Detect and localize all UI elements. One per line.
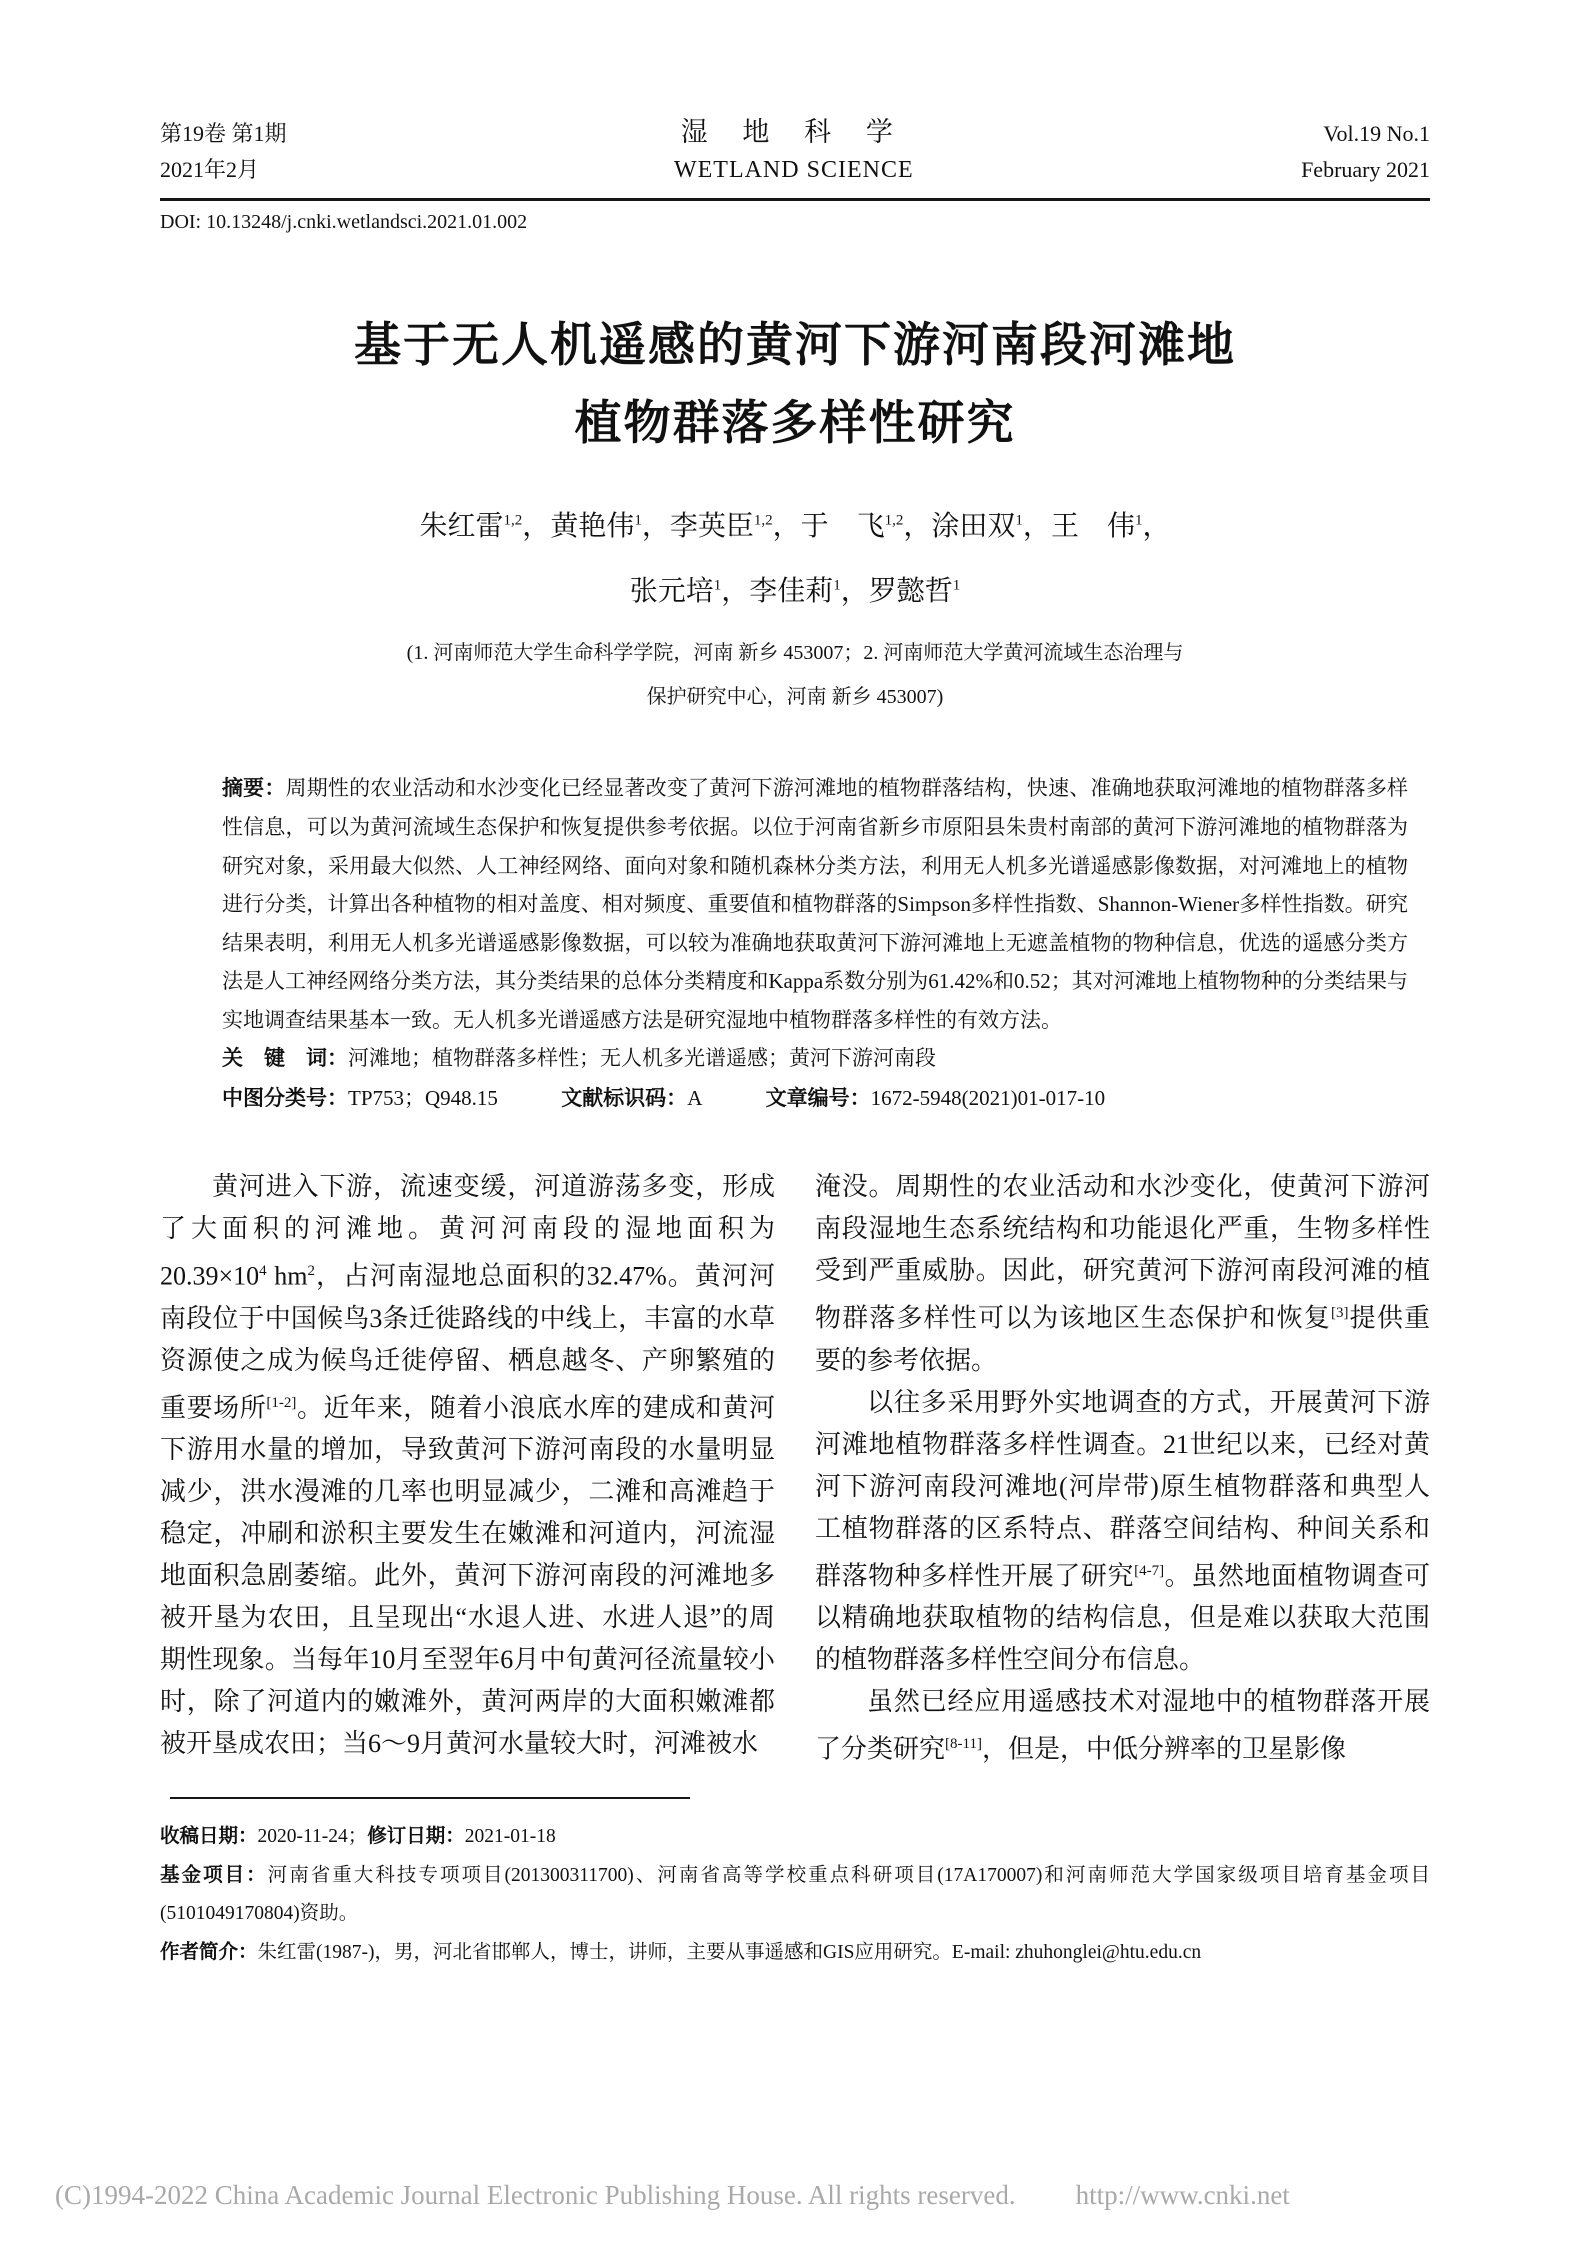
body-column-right — [815, 1166, 1430, 1771]
header-center — [674, 112, 914, 188]
article-id-value: 1672-5948(2021)01-017-10 — [870, 1085, 1106, 1110]
footnotes-block — [160, 1817, 1430, 1972]
author-name: 李英臣$^{1,2}$， — [669, 511, 801, 543]
author-name: 张元培$^1$， — [629, 575, 750, 607]
author-affil-sup: 1 — [833, 577, 841, 594]
author-affil-sup: 1,2 — [884, 513, 904, 529]
cnki-url: http://www.cnki.net — [1075, 2180, 1290, 2210]
author-affil-sup: 1 — [634, 513, 642, 529]
body-columns — [160, 1166, 1430, 1771]
clc-value: TP753；Q948.15 — [348, 1085, 498, 1110]
journal-volume-issue-cn: 第19卷 第1期 — [160, 121, 287, 146]
authors-line-1 — [160, 492, 1430, 556]
doi-line: DOI: 10.13248/j.cnki.wetlandsci.2021.01.002 — [160, 211, 528, 233]
header-left — [160, 116, 287, 188]
authors-line-2 — [160, 556, 1430, 620]
footnote-funding: 基金项目：河南省重大科技专项项目(201300311700)、河南省高等学校重点科研项目(17A170007)和河南师范大学国家级项目培育基金项目(5101049170804)资助。 — [160, 1864, 1430, 1925]
article-id-group — [766, 1086, 1105, 1110]
footnote-divider — [170, 1797, 690, 1799]
author-affil-sup: 1 — [952, 577, 961, 594]
article-title-line1: 基于无人机遥感的黄河下游河南段河滩地 — [354, 318, 1236, 371]
author-affil-sup: 1 — [1134, 513, 1143, 529]
header-right — [1301, 116, 1430, 188]
journal-header — [160, 112, 1430, 188]
keywords-text: 河滩地；植物群落多样性；无人机多光谱遥感；黄河下游河南段 — [348, 1046, 936, 1071]
doc-code-group — [561, 1086, 702, 1110]
author-affil-sup: 1 — [713, 577, 722, 594]
author-name: 于 飞$^{1,2}$， — [800, 511, 932, 543]
journal-volume-issue-en: Vol.19 No.1 — [1323, 121, 1430, 146]
article-title-line2: 植物群落多样性研究 — [574, 396, 1016, 449]
abstract-label: 摘要： — [222, 776, 286, 800]
author-name: 朱红雷$^{1,2}$， — [419, 511, 551, 543]
copyright-text: (C)1994-2022 China Academic Journal Electronic Publishing House. All rights reserved. — [55, 2180, 1016, 2210]
author-name: 黄艳伟$^1$， — [550, 511, 670, 543]
journal-title-cn: 湿 地 科 学 — [680, 117, 907, 147]
keywords-line — [222, 1039, 1408, 1079]
affiliation-block — [160, 631, 1430, 719]
copyright-bar — [55, 2180, 1290, 2211]
body-column-left — [160, 1166, 775, 1771]
clc-label: 中图分类号： — [222, 1086, 348, 1110]
journal-date-cn: 2021年2月 — [160, 157, 260, 182]
meta-line — [222, 1079, 1408, 1119]
author-affil-sup: 1,2 — [753, 513, 773, 529]
journal-title-en: WETLAND SCIENCE — [673, 157, 914, 183]
author-name: 罗懿哲$^1$ — [868, 575, 961, 607]
author-name: 涂田双$^1$， — [931, 511, 1051, 543]
footnote-author-bio: 作者简介：朱红雷(1987-)，男，河北省邯郸人，博士，讲师，主要从事遥感和GIS应用研究。E-mail: zhuhonglei@htu.edu.cn — [160, 1941, 1202, 1964]
abstract-paragraph — [222, 769, 1408, 1040]
footnote-received: 收稿日期：2020-11-24；修订日期：2021-01-18 — [160, 1825, 556, 1848]
article-title — [160, 306, 1430, 462]
paragraph: 黄河进入下游，流速变缓，河道游荡多变，形成了大面积的河滩地。黄河河南段的湿地面积为$20.39\times 10^4$ $hm^2$，占河南湿地总面积的32.47%。黄河河南段位于中国候鸟3条迁徙路线的中线上，丰富的水草资源使之成为候鸟迁徙停留、栖息越冬、产卵繁殖的重要场所[1-2]。近年来，随着小浪底水库的建成和黄河下游用水量的增加，导致黄河下游河南段的水量明显减少，洪水漫滩的几率也明显减少，二滩和高滩趋于稳定，冲刷和淤积主要发生在嫩滩和河道内，河流湿地面积急剧萎缩。此外，黄河下游河南段的河滩地多被开垦为农田，且呈现出“水退人进、水进人退”的周期性现象。当每年10月至翌年6月中旬黄河径流量较小时，除了河道内的嫩滩外，黄河两岸的大面积嫩滩都被开垦成农田；当6～9月黄河水量较大时，河滩被水 — [160, 1172, 775, 1759]
paragraph: 淹没。周期性的农业活动和水沙变化，使黄河下游河南段湿地生态系统结构和功能退化严重，生物多样性受到严重威胁。因此，研究黄河下游河南段河滩的植物群落多样性可以为该地区生态保护和恢复[3]提供重要的参考依据。 — [815, 1172, 1430, 1375]
doc-code-value: A — [687, 1085, 703, 1110]
paragraph: 以往多采用野外实地调查的方式，开展黄河下游河滩地植物群落多样性调查。21世纪以来，已经对黄河下游河南段河滩地(河岸带)原生植物群落和典型人工植物群落的区系特点、群落空间结构、种间关系和群落物种多样性开展了研究[4-7]。虽然地面植物调查可以精确地获取植物的结构信息，但是难以获取大范围的植物群落多样性空间分布信息。 — [815, 1387, 1430, 1675]
affiliation-line1: (1. 河南师范大学生命科学学院，河南 新乡 453007；2. 河南师范大学黄河流域生态治理与 — [406, 641, 1184, 664]
article-id-label: 文章编号： — [765, 1086, 871, 1110]
authors-block — [160, 492, 1430, 621]
author-affil-sup: 1 — [1015, 513, 1023, 529]
journal-date-en: February 2021 — [1301, 157, 1430, 182]
author-affil-sup: 1,2 — [503, 513, 523, 529]
affiliation-line2: 保护研究中心，河南 新乡 453007) — [646, 685, 944, 708]
abstract-block — [222, 769, 1408, 1119]
paragraph: 虽然已经应用遥感技术对湿地中的植物群落开展了分类研究[8-11]，但是，中低分辨率的卫星影像 — [815, 1687, 1430, 1765]
doc-code-label: 文献标识码： — [561, 1086, 688, 1110]
header-divider — [160, 198, 1430, 201]
author-name: 王 伟$^1$， — [1050, 511, 1171, 543]
clc-group — [222, 1086, 498, 1110]
author-name: 李佳莉$^1$， — [749, 575, 869, 607]
abstract-text: 周期性的农业活动和水沙变化已经显著改变了黄河下游河滩地的植物群落结构，快速、准确地获取河滩地的植物群落多样性信息，可以为黄河流域生态保护和恢复提供参考依据。以位于河南省新乡市原阳县朱贵村南部的黄河下游河滩地的植物群落为研究对象，采用最大似然、人工神经网络、面向对象和随机森林分类方法，利用无人机多光谱遥感影像数据，对河滩地上的植物进行分类，计算出各种植物的相对盖度、相对频度、重要值和植物群落的Simpson多样性指数、Shannon-Wiener多样性指数。研究结果表明，利用无人机多光谱遥感影像数据，可以较为准确地获取黄河下游河滩地上无遮盖植物的物种信息，优选的遥感分类方法是人工神经网络分类方法，其分类结果的总体分类精度和Kappa系数分别为61.42%和0.52；其对河滩地上植物物种的分类结果与实地调查结果基本一致。无人机多光谱遥感方法是研究湿地中植物群落多样性的有效方法。 — [222, 775, 1408, 1032]
keywords-label: 关 键 词： — [222, 1047, 348, 1071]
